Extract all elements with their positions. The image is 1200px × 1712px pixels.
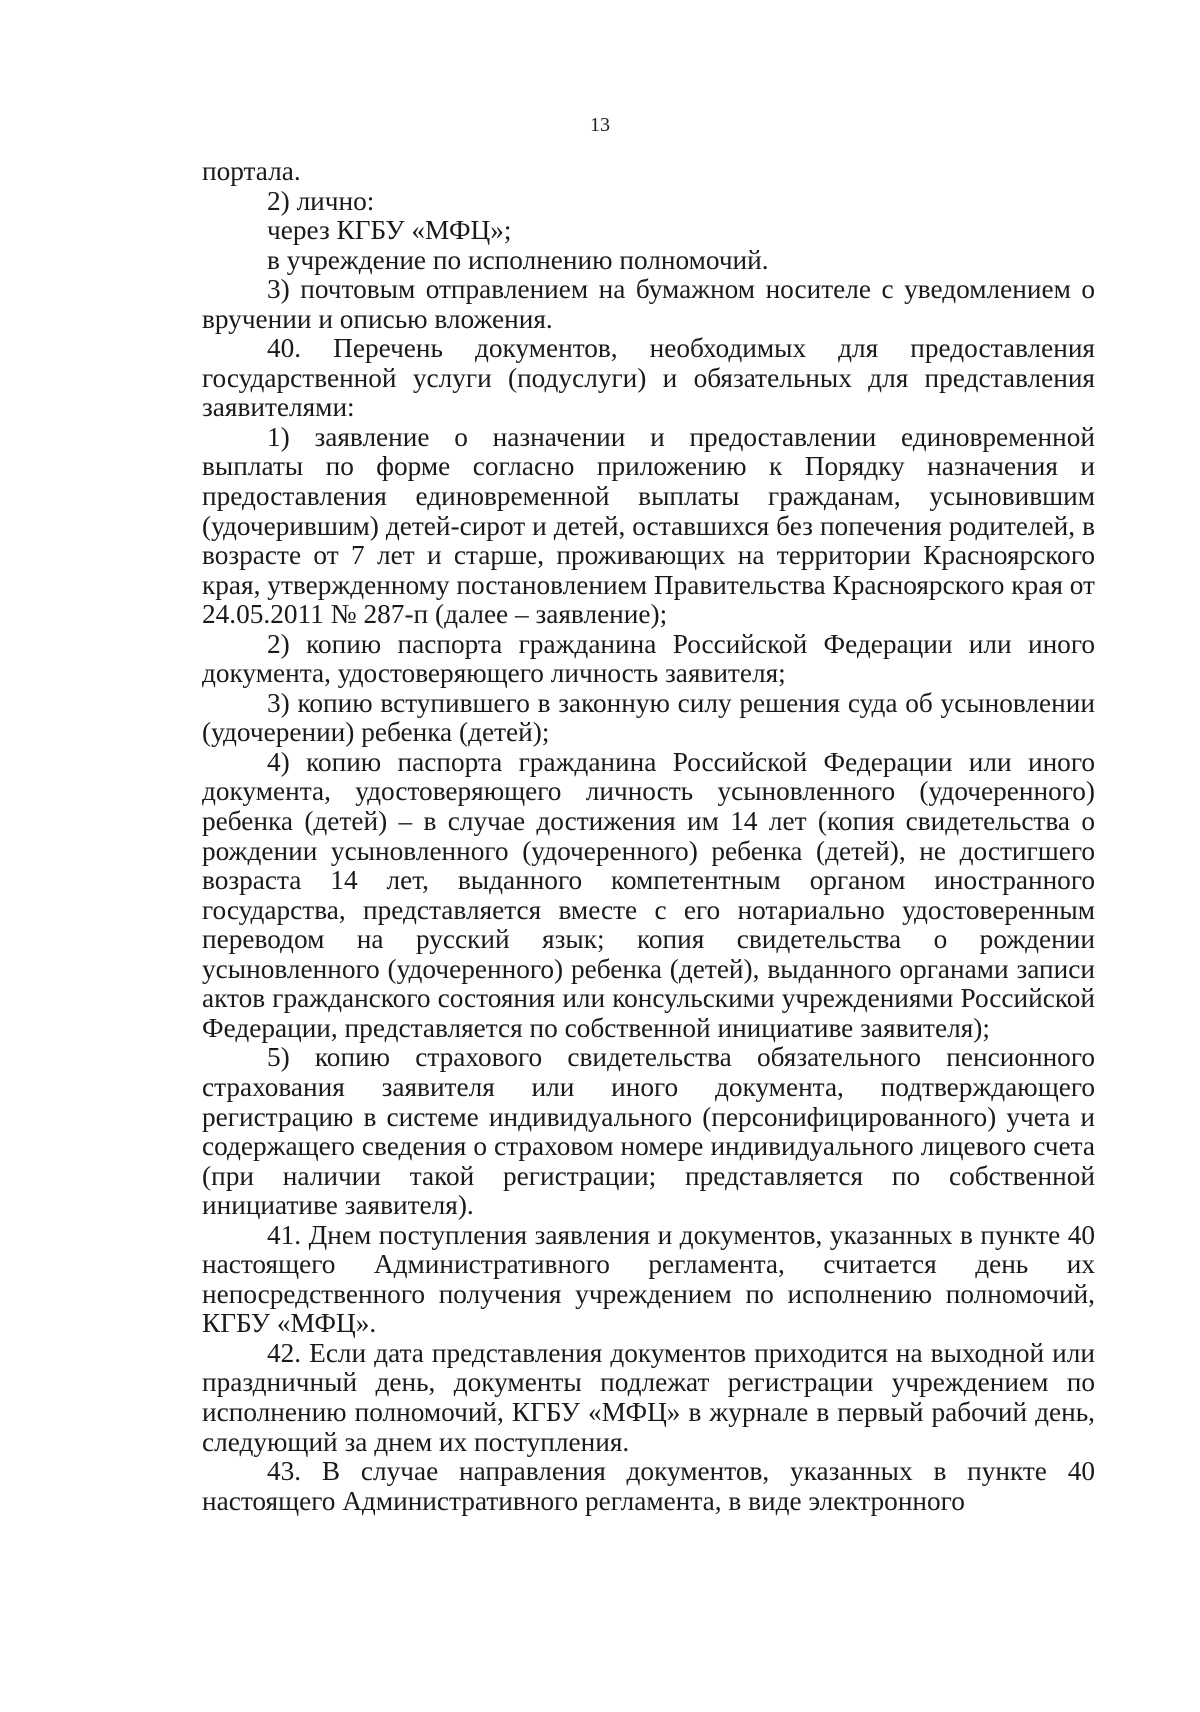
paragraph-40-item-1: 1) заявление о назначении и предоставлении единовременной выплаты по форме согласно приложению к Порядку назначения и предоставления единовременной выплаты гражданам, усыновившим (удочерившим) детей-сирот и детей, оставшихся без попечения родителей, в возрасте от 7 лет и старше, проживающих на территории Красноярского края, утвержденному постановлением Правительства Красноярского края от 24.05.2011 № 287-п (далее – заявление); (202, 421, 1095, 630)
page-number: 13 (590, 114, 610, 136)
document-body (202, 157, 1095, 1516)
paragraph-item-3-postal: 3) почтовым отправлением на бумажном носителе с уведомлением о вручении и описью вложения. (202, 274, 1095, 334)
paragraph-40-item-4: 4) копию паспорта гражданина Российской Федерации или иного документа, удостоверяющего личность усыновленного (удочеренного) ребенка (детей) – в случае достижения им 14 лет (копия свидетельства о рождении усыновленного (удочеренного) ребенка (детей), не достигшего возраста 14 лет, выданного компетентным органом иностранного государства, представляется вместе с его нотариально удостоверенным переводом на русский язык; копия свидетельства о рождении усыновленного (удочеренного) ребенка (детей), выданного органами записи актов гражданского состояния или консульскими учреждениями Российской Федерации, представляется по собственной инициативе заявителя); (202, 746, 1095, 1043)
paragraph-40-item-3: 3) копию вступившего в законную силу решения суда об усыновлении (удочерении) ребенка (детей); (202, 687, 1095, 748)
paragraph-section-42: 42. Если дата представления документов приходится на выходной или праздничный день, документы подлежат регистрации учреждением по исполнению полномочий, КГБУ «МФЦ» в журнале в первый рабочий день, следующий за днем их поступления. (202, 1337, 1095, 1457)
paragraph-item-2-in-person: 2) лично: (267, 185, 375, 216)
paragraph-40-item-2: 2) копию паспорта гражданина Российской Федерации или иного документа, удостоверяющего личность заявителя; (202, 628, 1095, 689)
paragraph-institution: в учреждение по исполнению полномочий. (267, 244, 769, 275)
paragraph-section-43: 43. В случае направления документов, указанных в пункте 40 настоящего Административного регламента, в виде электронного (202, 1456, 1095, 1516)
paragraph-section-40: 40. Перечень документов, необходимых для предоставления государственной услуги (подуслуги) и обязательных для представления заявителями: (202, 333, 1095, 423)
paragraph-portal-end: портала. (202, 156, 301, 186)
paragraph-via-mfc: через КГБУ «МФЦ»; (267, 215, 512, 246)
paragraph-section-41: 41. Днем поступления заявления и документов, указанных в пункте 40 настоящего Административного регламента, считается день их непосредственного получения учреждением по исполнению полномочий, КГБУ «МФЦ». (202, 1219, 1095, 1339)
paragraph-40-item-5: 5) копию страхового свидетельства обязательного пенсионного страхования заявителя или иного документа, подтверждающего регистрацию в системе индивидуального (персонифицированного) учета и содержащего сведения о страховом номере индивидуального лицевого счета (при наличии такой регистрации; представляется по собственной инициативе заявителя). (202, 1042, 1095, 1221)
